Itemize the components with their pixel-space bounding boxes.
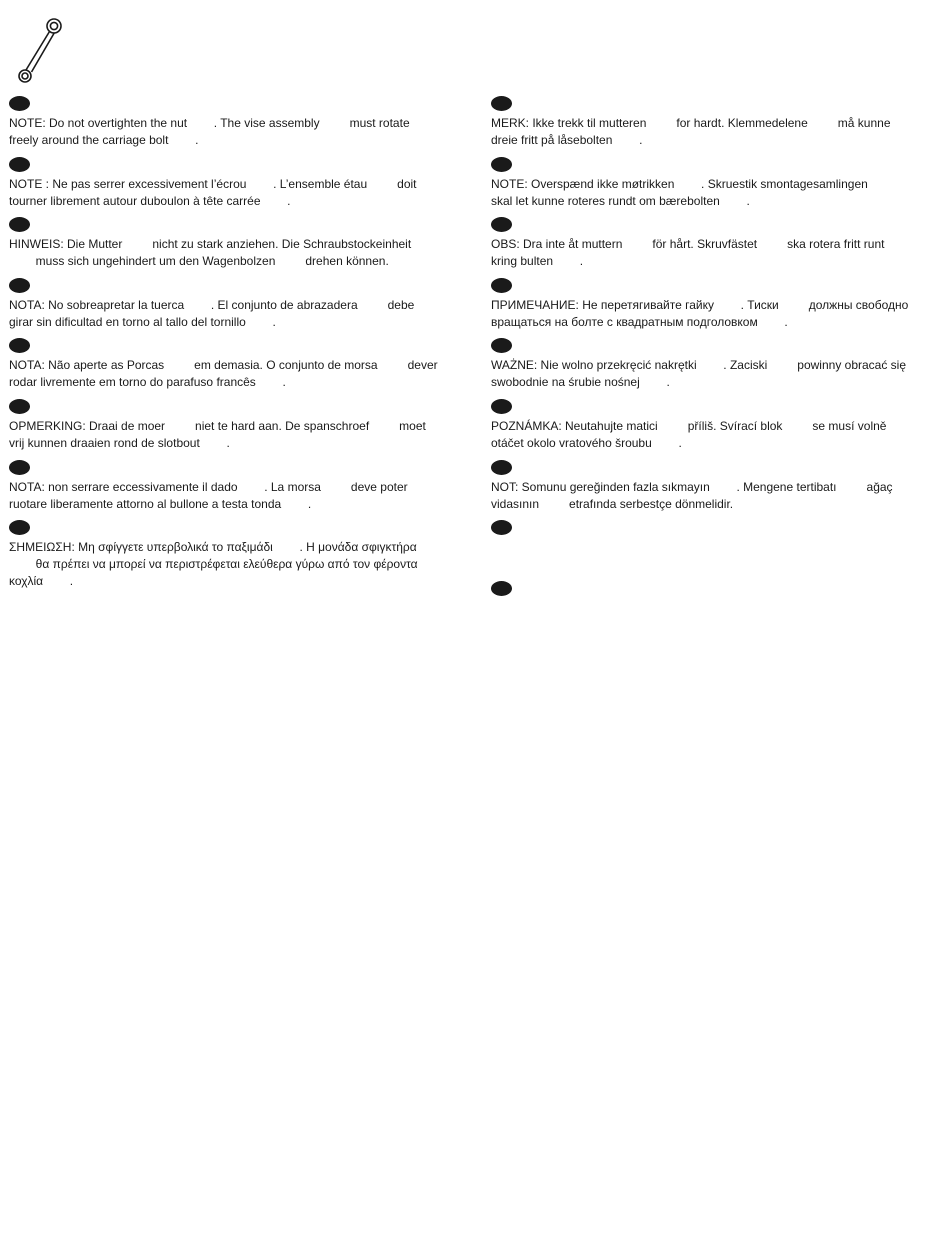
language-badge xyxy=(491,460,512,475)
note-text: NOT: Somunu gereğinden fazla sıkmayın . Mengene tertibatı ağaç vidasının etrafında serbestçe dönmelidir. xyxy=(491,479,893,511)
note-dutch xyxy=(9,399,464,460)
note-turkish xyxy=(491,460,931,521)
note-italian xyxy=(9,460,464,521)
note-text: NOTE: Overspænd ikke møtrikken . Skruestik smontagesamlingen skal let kunne roteres rundt om bærebolten . xyxy=(491,176,868,208)
note-text: NOTE: Do not overtighten the nut . The vise assembly must rotate freely around the carriage bolt . xyxy=(9,116,410,147)
note-spanish xyxy=(9,278,464,339)
language-badge xyxy=(491,217,512,232)
note-english xyxy=(9,96,464,157)
language-badge xyxy=(9,157,30,172)
note-empty-2 xyxy=(491,581,931,642)
language-badge xyxy=(491,278,512,293)
note-norwegian xyxy=(491,96,931,157)
note-text: ΣΗΜΕΙΩΣΗ: Μη σφίγγετε υπερβολικά το παξιμάδι . Η μονάδα σφιγκτήρα θα πρέπει να μπορεί να περιστρέφεται ελεύθερα γύρω από τον φέροντα κοχλία . xyxy=(9,540,418,589)
language-badge xyxy=(9,96,30,111)
language-badge xyxy=(9,460,30,475)
note-portuguese xyxy=(9,338,464,399)
notes-column-right xyxy=(491,96,931,641)
note-swedish xyxy=(491,217,931,278)
notes-column-left xyxy=(9,96,464,589)
note-text: OBS: Dra inte åt muttern för hårt. Skruvfästet ska rotera fritt runt kring bulten . xyxy=(491,237,885,269)
note-text: NOTA: non serrare eccessivamente il dado . La morsa deve poter ruotare liberamente attorno al bullone a testa tonda . xyxy=(9,479,408,511)
note-greek xyxy=(9,520,464,589)
language-badge xyxy=(491,96,512,111)
note-czech xyxy=(491,399,931,460)
language-badge xyxy=(9,338,30,353)
note-empty-1 xyxy=(491,520,931,581)
note-french xyxy=(9,157,464,218)
language-badge xyxy=(9,217,30,232)
note-text: OPMERKING: Draai de moer niet te hard aan. De spanschroef moet vrij kunnen draaien rond de slotbout . xyxy=(9,418,426,450)
language-badge xyxy=(9,278,30,293)
note-text: POZNÁMKA: Neutahujte matici příliš. Svírací blok se musí volně otáčet okolo vratového šroubu . xyxy=(491,418,887,450)
language-badge xyxy=(491,157,512,172)
language-badge xyxy=(491,338,512,353)
note-text: WAŻNE: Nie wolno przekręcić nakrętki . Zaciski powinny obracać się swobodnie na śrubie nośnej . xyxy=(491,358,907,390)
note-text: NOTE : Ne pas serrer excessivement l’écrou . L’ensemble étau doit tourner librement autour duboulon à tête carrée . xyxy=(9,176,417,208)
note-german xyxy=(9,217,464,278)
note-text: NOTA: Não aperte as Porcas em demasia. O conjunto de morsa dever rodar livremente em torno do parafuso francês . xyxy=(9,358,438,390)
language-badge xyxy=(9,520,30,535)
note-text: NOTA: No sobreapretar la tuerca . El conjunto de abrazadera debe girar sin dificultad en torno al tallo del tornillo . xyxy=(9,297,415,329)
note-text: ПРИМЕЧАНИЕ: Не перетягивайте гайку . Тиски должны свободно вращаться на болте с квадратным подголовком . xyxy=(491,297,909,329)
language-badge xyxy=(9,399,30,414)
note-text: MERK: Ikke trekk til mutteren for hardt. Klemmedelene må kunne dreie fritt på låsebolten . xyxy=(491,116,891,147)
wrench-icon xyxy=(12,16,64,84)
note-polish xyxy=(491,338,931,399)
note-text: HINWEIS: Die Mutter nicht zu stark anziehen. Die Schraubstockeinheit muss sich ungehindert um den Wagenbolzen drehen können. xyxy=(9,237,412,269)
note-danish xyxy=(491,157,931,218)
note-russian xyxy=(491,278,931,339)
language-badge xyxy=(491,399,512,414)
language-badge xyxy=(491,581,512,596)
language-badge xyxy=(491,520,512,535)
